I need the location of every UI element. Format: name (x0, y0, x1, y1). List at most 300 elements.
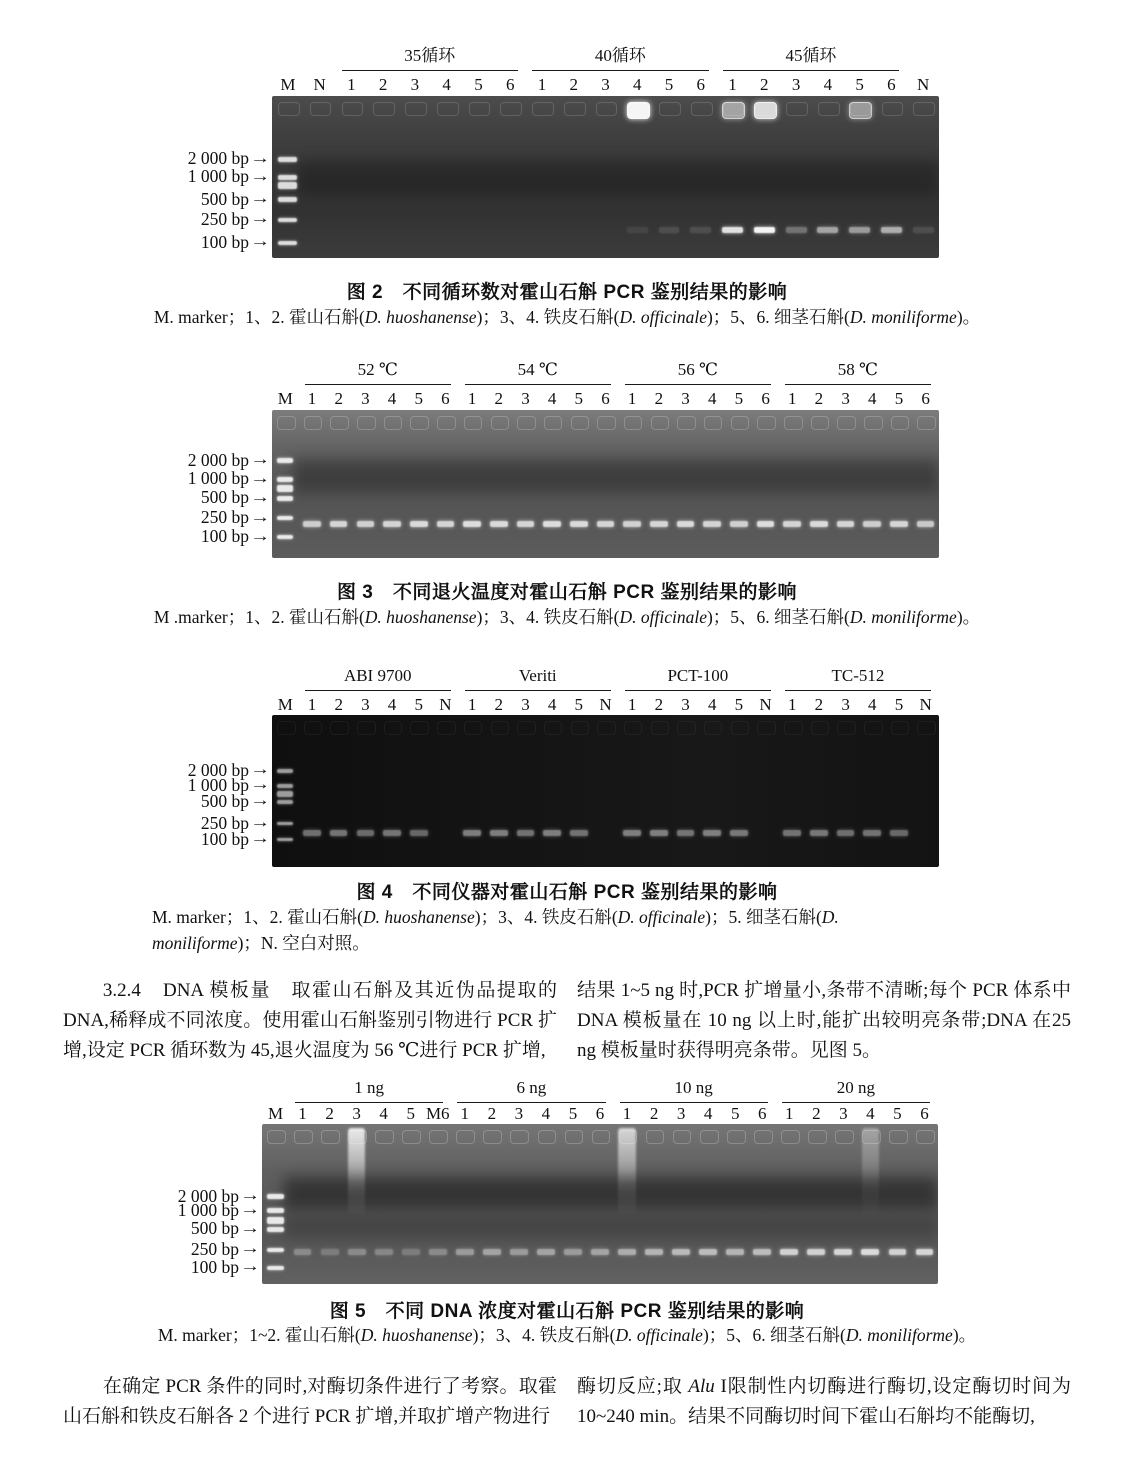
gel-well (304, 416, 323, 430)
pcr-product-band (463, 830, 481, 836)
pcr-product-band (294, 1249, 312, 1255)
gel-well (491, 416, 510, 430)
gel-well (517, 721, 536, 735)
lane-label: 3 (841, 695, 850, 714)
gel-well (373, 102, 395, 116)
text-segment: )；5、6. 细茎石斛( (706, 607, 850, 627)
pcr-product-band (677, 830, 695, 836)
lane-label: 3 (352, 1104, 361, 1123)
pcr-product-band (490, 830, 508, 836)
gel-well (429, 1130, 448, 1144)
pcr-product-band (383, 521, 401, 527)
pcr-product-band (817, 227, 838, 233)
gel-well (410, 416, 429, 430)
lane-label: 4 (387, 695, 397, 714)
species-name-italic: D. huoshanense (362, 907, 475, 927)
marker-size-text: 2 000 bp (187, 148, 249, 169)
gel-well (437, 416, 456, 430)
species-name-italic: D. moniliforme (845, 1325, 953, 1345)
marker-size-label (0, 209, 268, 230)
pcr-product-band (463, 521, 481, 527)
gel-well (864, 416, 883, 430)
gel-well (342, 102, 364, 116)
lane-label: 4 (379, 1104, 388, 1123)
gel-well (704, 721, 723, 735)
gel-well (277, 721, 296, 735)
gel-well (781, 1130, 800, 1144)
gel-well (677, 721, 696, 735)
species-name-italic: D. (821, 907, 839, 927)
marker-size-label (0, 1257, 258, 1278)
dark-smear-band (284, 1177, 938, 1209)
pcr-product-band (690, 227, 711, 233)
gel-well (673, 1130, 692, 1144)
pcr-product-band (703, 521, 721, 527)
figure-legend-line (0, 304, 1134, 330)
species-name-italic: D. huoshanense (360, 1325, 473, 1345)
text-segment: )；5、6. 细茎石斛( (706, 307, 850, 327)
lane-label: 1 (467, 389, 477, 408)
pcr-product-band (810, 830, 828, 836)
gel-well (510, 1130, 529, 1144)
gel-well (891, 416, 910, 430)
marker-size-text: 500 bp (190, 1218, 239, 1239)
gel-well (835, 1130, 854, 1144)
lane-label: 5 (568, 1104, 578, 1123)
dark-smear-band (297, 161, 939, 197)
marker-size-label (0, 232, 268, 253)
lane-label: 6 (441, 389, 450, 408)
lane-label: 2 (494, 695, 504, 714)
marker-arrow-icon: → (250, 451, 270, 469)
lane-label: 2 (760, 75, 769, 94)
marker-ladder-band (267, 1208, 283, 1213)
pcr-product-band (623, 830, 641, 836)
figure-caption: 图 5 不同 DNA 浓度对霍山石斛 PCR 鉴别结果的影响 (329, 1301, 805, 1322)
gel-well (913, 102, 935, 116)
gel-well (677, 416, 696, 430)
marker-ladder-band (278, 157, 297, 162)
gel-well (456, 1130, 475, 1144)
gel-well (916, 1130, 935, 1144)
lane-label: 2 (814, 389, 824, 408)
lane-label: 5 (664, 75, 674, 94)
gel-well (310, 102, 332, 116)
gel-well (917, 721, 936, 735)
text-segment: )；3、4. 铁皮石斛( (476, 607, 620, 627)
lane-label: 2 (654, 695, 664, 714)
marker-size-label (0, 507, 268, 528)
gel-well (500, 102, 522, 116)
pcr-product-band (837, 521, 855, 527)
pcr-product-band (861, 1249, 879, 1255)
gel-group-label: TC-512 (785, 666, 931, 691)
pcr-product-band (591, 1249, 609, 1255)
lane-label: 4 (547, 695, 557, 714)
gel-image (272, 96, 939, 258)
lane-label: M6 (425, 1104, 450, 1123)
marker-ladder-band (278, 218, 297, 222)
gel-group-label: 56 ℃ (625, 360, 771, 385)
marker-arrow-icon: → (250, 469, 270, 487)
species-name-italic: D. moniliforme (849, 607, 957, 627)
lane-label: N (916, 75, 930, 94)
marker-size-text: 100 bp (200, 526, 249, 547)
pcr-product-band (597, 521, 615, 527)
lane-label: 5 (734, 695, 744, 714)
marker-size-text: 250 bp (200, 507, 249, 528)
species-name-italic: D. officinale (619, 307, 707, 327)
lane-label: 6 (595, 1104, 605, 1123)
figure-caption: 图 3 不同退火温度对霍山石斛 PCR 鉴别结果的影响 (336, 582, 798, 603)
lane-label: M (267, 1104, 284, 1123)
species-name-italic: D. huoshanense (364, 607, 477, 627)
marker-arrow-icon: → (250, 792, 270, 810)
lane-label: N (439, 695, 452, 714)
lane-label: 2 (569, 75, 578, 94)
lane-label: 4 (703, 1104, 713, 1123)
lane-label: 3 (681, 389, 690, 408)
lane-label: 3 (676, 1104, 686, 1123)
pcr-product-band (510, 1249, 528, 1255)
marker-ladder-band (277, 822, 293, 825)
pcr-product-band (730, 521, 748, 527)
marker-size-text: 2 000 bp (187, 759, 249, 780)
pcr-product-band (783, 830, 801, 836)
lane-label: N (759, 695, 772, 714)
marker-ladder-band (277, 791, 293, 797)
figure-legend-line (0, 1322, 1134, 1348)
marker-arrow-icon: → (250, 830, 270, 848)
pcr-product-band (543, 830, 561, 836)
pcr-product-band (321, 1249, 339, 1255)
lane-label: 5 (894, 695, 904, 714)
lane-label: 1 (787, 695, 797, 714)
gel-well (889, 1130, 908, 1144)
pcr-product-band (726, 1249, 744, 1255)
lane-label: 5 (855, 75, 864, 94)
pcr-product-band (783, 521, 801, 527)
marker-size-text: 2 000 bp (177, 1185, 239, 1206)
species-name-italic: D. huoshanense (364, 307, 477, 327)
gel-group-label: 52 ℃ (305, 360, 451, 385)
gel-well (491, 721, 510, 735)
text-segment: M. marker；1、2. 霍山石斛( (153, 307, 365, 327)
marker-size-label (0, 189, 268, 210)
lane-label: 1 (298, 1104, 307, 1123)
lane-label: 2 (334, 389, 343, 408)
pcr-product-band (330, 830, 348, 836)
gel-group-label: 40循环 (532, 46, 709, 71)
gel-group-label: 58 ℃ (785, 360, 931, 385)
lane-label: 2 (494, 389, 504, 408)
pcr-product-band (722, 227, 743, 233)
body-paragraph-right (577, 1372, 1071, 1432)
figure-caption: 图 4 不同仪器对霍山石斛 PCR 鉴别结果的影响 (356, 882, 778, 903)
marker-ladder-band (277, 516, 293, 520)
pcr-product-band (863, 830, 881, 836)
gel-well (786, 102, 808, 116)
marker-ladder-band (277, 477, 293, 482)
gel-group-label: ABI 9700 (305, 666, 451, 691)
marker-ladder-band (267, 1227, 283, 1232)
marker-ladder-band (278, 182, 297, 189)
lane-label: 1 (728, 75, 737, 94)
marker-arrow-icon: → (240, 1201, 260, 1219)
text-segment: I限制性内切酶进行酶切,设定酶切时间为10~240 min。结果不同酶切时间下霍山石斛均不能酶切, (577, 1376, 1071, 1427)
lane-label: 4 (823, 75, 833, 94)
lane-label: 6 (757, 1104, 767, 1123)
pcr-product-band (786, 227, 807, 233)
gel-well (405, 102, 427, 116)
pcr-product-band (863, 521, 881, 527)
gel-well (811, 721, 830, 735)
body-paragraph-left (63, 976, 557, 1066)
lane-label: N (919, 695, 932, 714)
pcr-product-band (537, 1249, 555, 1255)
marker-size-text: 500 bp (200, 188, 249, 209)
text-segment: )。 (956, 607, 981, 627)
marker-ladder-band (267, 1217, 283, 1224)
marker-size-text: 100 bp (200, 231, 249, 252)
marker-ladder-band (277, 769, 293, 773)
lane-label: N (599, 695, 612, 714)
lane-label: 4 (442, 75, 451, 94)
marker-size-text: 500 bp (200, 487, 249, 508)
pcr-product-band (650, 521, 668, 527)
pcr-product-band (570, 830, 588, 836)
gel-group-label: PCT-100 (625, 666, 771, 691)
marker-size-text: 100 bp (190, 1256, 239, 1277)
lane-label: 6 (887, 75, 896, 94)
text-segment: )；5、6. 细茎石斛( (702, 1325, 846, 1345)
gel-well (294, 1130, 313, 1144)
lane-label: 3 (361, 695, 370, 714)
lane-label: 5 (730, 1104, 740, 1123)
marker-arrow-icon: → (240, 1187, 260, 1205)
lane-label: 3 (521, 695, 530, 714)
pcr-product-band (490, 521, 508, 527)
lane-label: 1 (627, 389, 637, 408)
pcr-product-band (402, 1249, 420, 1255)
gel-well (464, 416, 483, 430)
gel-well (882, 102, 904, 116)
lane-label: 4 (707, 695, 717, 714)
pcr-product-band (410, 830, 428, 836)
gel-well (837, 416, 856, 430)
marker-size-text: 1 000 bp (187, 468, 249, 489)
gel-well (571, 721, 590, 735)
lane-label: 2 (812, 1104, 821, 1123)
marker-ladder-band (277, 485, 293, 492)
pcr-product-band (650, 830, 668, 836)
pcr-product-band (383, 830, 401, 836)
marker-ladder-band (277, 800, 293, 804)
lane-label: 3 (791, 75, 801, 94)
pcr-product-band (677, 521, 695, 527)
pcr-product-band (645, 1249, 663, 1255)
figure-legend-line (152, 930, 1012, 956)
pcr-product-band (889, 1249, 907, 1255)
pcr-product-band (456, 1249, 474, 1255)
gel-well (597, 416, 616, 430)
pcr-product-band (837, 830, 855, 836)
lane-label: 5 (894, 389, 904, 408)
body-paragraph-left (63, 1372, 557, 1432)
gel-well (811, 416, 830, 430)
lane-label: 4 (633, 75, 642, 94)
gel-well (891, 721, 910, 735)
marker-ladder-band (277, 496, 293, 501)
gel-well (532, 102, 554, 116)
gel-well (700, 1130, 719, 1144)
gel-well (624, 416, 643, 430)
gel-group-label: 54 ℃ (465, 360, 611, 385)
species-name-italic: D. officinale (617, 907, 706, 927)
lane-label: 1 (460, 1104, 470, 1123)
bright-well (627, 102, 650, 119)
gel-well (784, 416, 803, 430)
text-segment: 在确定 PCR 条件的同时,对酶切条件进行了考察。取霍山石斛和铁皮石斛各 2 个进行 PCR 扩增,并取扩增产物进行 (63, 1376, 557, 1427)
pcr-product-band (849, 227, 870, 233)
marker-ladder-band (277, 535, 293, 539)
marker-arrow-icon: → (250, 167, 270, 185)
pcr-product-band (357, 830, 375, 836)
pcr-product-band (890, 830, 908, 836)
pcr-product-band (807, 1249, 825, 1255)
text-segment: )；3、4. 铁皮石斛( (476, 307, 620, 327)
text-segment: )。 (952, 1325, 977, 1345)
gel-well (837, 721, 856, 735)
gel-group-label: 20 ng (782, 1078, 930, 1103)
lane-label: 2 (334, 695, 343, 714)
lane-label: 5 (734, 389, 744, 408)
gel-well (659, 102, 681, 116)
gel-well (278, 102, 300, 116)
marker-ladder-band (267, 1266, 283, 1270)
lane-label: N (313, 75, 326, 94)
pcr-product-band (410, 521, 428, 527)
dark-smear-band (293, 459, 939, 492)
marker-size-label (0, 468, 268, 489)
text-segment: )。 (956, 307, 981, 327)
gel-well (731, 721, 750, 735)
gel-well (757, 416, 776, 430)
gel-well (597, 721, 616, 735)
marker-size-label (0, 526, 268, 547)
lane-label: 2 (654, 389, 664, 408)
text-segment: )；5. 细茎石斛( (705, 907, 822, 927)
text-segment: 3.2.4 DNA 模板量 取霍山石斛及其近伪品提取的DNA,稀释成不同浓度。使用霍山石斛鉴别引物进行 PCR 扩增,设定 PCR 循环数为 45,退火温度为 56 ℃进行 PCR 扩增, (63, 980, 557, 1061)
gel-well (651, 721, 670, 735)
lane-label: 3 (410, 75, 420, 94)
gel-well (384, 416, 403, 430)
pcr-product-band (699, 1249, 717, 1255)
gel-well (277, 416, 296, 430)
figure-legend-line (152, 904, 1012, 930)
gel-well (596, 102, 618, 116)
lane-label: 2 (378, 75, 388, 94)
marker-arrow-icon: → (250, 814, 270, 832)
gel-well (544, 721, 563, 735)
lane-label: 1 (787, 389, 797, 408)
pcr-product-band (517, 521, 535, 527)
gel-well (784, 721, 803, 735)
lane-label: 6 (761, 389, 770, 408)
text-segment: 结果 1~5 ng 时,PCR 扩增量小,条带不清晰;每个 PCR 体系中 DNA 模板量在 10 ng 以上时,能扩出较明亮条带;DNA 在25 ng 模板量时获得明亮条带。见图 5。 (577, 980, 1071, 1061)
text-segment: )；3、4. 铁皮石斛( (472, 1325, 616, 1345)
lane-label: M (280, 75, 296, 94)
pcr-product-band (757, 521, 775, 527)
pcr-product-band (916, 1249, 934, 1255)
marker-ladder-band (278, 175, 297, 180)
lane-label: 1 (537, 75, 547, 94)
pcr-product-band (672, 1249, 690, 1255)
pcr-product-band (303, 830, 321, 836)
gel-well (437, 721, 456, 735)
pcr-product-band (543, 521, 561, 527)
marker-size-text: 2 000 bp (187, 449, 249, 470)
gel-image (262, 1124, 938, 1284)
gel-well (864, 721, 883, 735)
lane-label: 2 (649, 1104, 659, 1123)
marker-arrow-icon: → (240, 1258, 260, 1276)
gel-group-label: 1 ng (295, 1078, 443, 1103)
marker-arrow-icon: → (250, 508, 270, 526)
pcr-product-band (890, 521, 908, 527)
lane-label: 4 (868, 695, 877, 714)
marker-ladder-band (277, 458, 293, 463)
lane-label: 5 (574, 389, 584, 408)
text-segment: M .marker；1、2. 霍山石斛( (153, 607, 365, 627)
pcr-product-band (730, 830, 748, 836)
text-segment: M. marker；1、2. 霍山石斛( (152, 907, 363, 927)
gel-well (564, 102, 586, 116)
lane-label: 4 (541, 1104, 551, 1123)
gel-well (469, 102, 491, 116)
gel-well (646, 1130, 665, 1144)
gel-well (624, 721, 643, 735)
marker-size-text: 1 000 bp (177, 1199, 239, 1220)
pcr-product-band (780, 1249, 798, 1255)
gel-well (321, 1130, 340, 1144)
text-segment: )；3、4. 铁皮石斛( (474, 907, 618, 927)
lane-label: 5 (574, 695, 584, 714)
gel-well (544, 416, 563, 430)
marker-arrow-icon: → (250, 190, 270, 208)
lane-label: 1 (347, 75, 356, 94)
lane-label: 5 (893, 1104, 902, 1123)
lane-label: 4 (547, 389, 557, 408)
lane-label: 3 (601, 75, 610, 94)
gel-well (330, 721, 349, 735)
lane-label: 3 (681, 695, 690, 714)
gel-well (483, 1130, 502, 1144)
pcr-product-band (834, 1249, 852, 1255)
marker-arrow-icon: → (250, 488, 270, 506)
text-segment: M. marker；1~2. 霍山石斛( (157, 1325, 361, 1345)
lane-label: 1 (307, 389, 317, 408)
pcr-product-band (375, 1249, 393, 1255)
pcr-product-band (753, 1249, 771, 1255)
lane-label: 6 (505, 75, 515, 94)
marker-size-text: 1 000 bp (187, 166, 249, 186)
dark-smear-band (284, 1217, 938, 1239)
marker-arrow-icon: → (250, 761, 270, 779)
marker-size-text: 1 000 bp (187, 774, 249, 795)
species-name-italic: D. officinale (619, 607, 707, 627)
figure-legend-line (0, 604, 1134, 630)
